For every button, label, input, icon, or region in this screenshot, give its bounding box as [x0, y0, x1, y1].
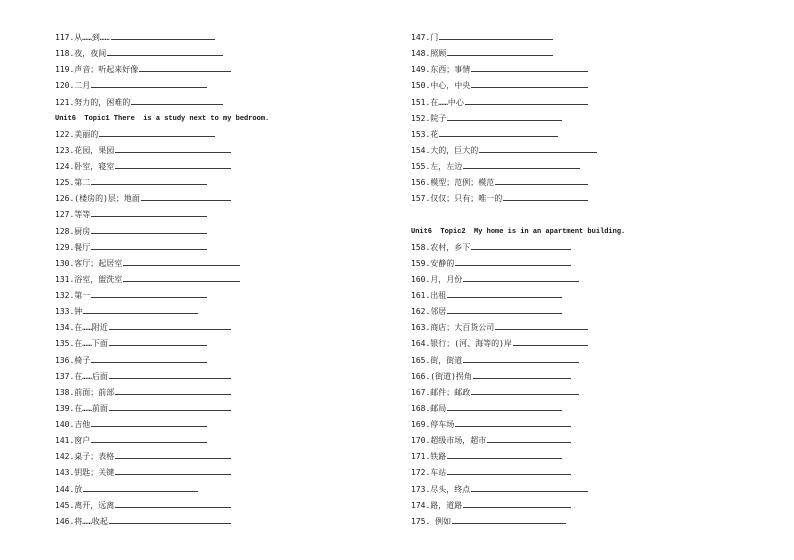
- answer-blank-line: [131, 104, 223, 105]
- answer-blank-line: [99, 136, 215, 137]
- vocab-term-label: 153.花: [411, 129, 439, 139]
- answer-blank-line: [83, 491, 198, 492]
- answer-blank-line: [447, 55, 553, 56]
- answer-blank-line: [109, 523, 231, 524]
- topic2-items: [411, 240, 625, 530]
- vocab-term-label: 151.在……中心: [411, 97, 464, 107]
- vocab-term-label: 166.(街道)拐角: [411, 371, 472, 381]
- answer-blank-line: [447, 474, 571, 475]
- vocab-term-label: 133.钟: [55, 307, 83, 317]
- vocab-item: [411, 417, 571, 433]
- vocab-term-label: 120.二月: [55, 81, 91, 91]
- answer-blank-line: [91, 362, 207, 363]
- answer-blank-line: [91, 249, 207, 250]
- answer-blank-line: [91, 233, 207, 234]
- answer-blank-line: [465, 104, 588, 105]
- answer-blank-line: [463, 281, 579, 282]
- vocab-term-label: 136.椅子: [55, 355, 91, 365]
- vocab-term-label: 141.窗户: [55, 436, 91, 446]
- vocab-term-label: 134.在……附近: [55, 323, 108, 333]
- vocab-item: [411, 78, 588, 94]
- vocab-item: [55, 46, 223, 62]
- vocab-term-label: 142.桌子；表格: [55, 452, 115, 462]
- answer-blank-line: [447, 120, 562, 121]
- vocab-item: [55, 369, 231, 385]
- vocab-item: [55, 482, 198, 498]
- answer-blank-line: [471, 249, 571, 250]
- vocab-item: [411, 514, 566, 530]
- answer-blank-line: [115, 152, 231, 153]
- answer-blank-line: [463, 362, 579, 363]
- vocab-item: [411, 498, 571, 514]
- vocab-term-label: 158.农村，乡下: [411, 242, 471, 252]
- vocab-item: [411, 143, 597, 159]
- vocab-term-label: 164.银行；(河、海等的)岸: [411, 339, 512, 349]
- answer-blank-line: [109, 345, 207, 346]
- vocab-term-label: 154.大的，巨大的: [411, 145, 479, 155]
- vocab-item: [55, 143, 231, 159]
- vocab-term-label: 149.东西；事情: [411, 65, 471, 75]
- answer-blank-line: [115, 168, 231, 169]
- vocab-item: [411, 369, 571, 385]
- vocab-term-label: 124.卧室，寝室: [55, 162, 115, 171]
- answer-blank-line: [455, 426, 571, 427]
- vocab-item: [55, 385, 231, 401]
- vocab-item: [55, 288, 207, 304]
- answer-blank-line: [83, 313, 198, 314]
- answer-blank-line: [471, 71, 588, 72]
- vocab-item: [55, 353, 207, 369]
- vocab-term-label: 150.中心，中央: [411, 81, 471, 91]
- vocab-item: [411, 385, 579, 401]
- vocab-term-label: 152.院子: [411, 113, 447, 123]
- vocab-term-label: 118.夜，夜间: [55, 49, 107, 59]
- answer-blank-line: [471, 394, 579, 395]
- vocab-term-label: 129.餐厅: [55, 242, 91, 252]
- right-column: [411, 30, 625, 530]
- vocab-term-label: 156.模型；范例；模范: [411, 178, 495, 188]
- vocab-term-label: 139.在……前面: [55, 403, 108, 413]
- vocab-term-label: 157.仅仅；只有；唯一的: [411, 194, 503, 204]
- vocab-term-label: 125.第二: [55, 178, 91, 188]
- vocab-item: [411, 336, 588, 352]
- vocab-term-label: 121.努力的，困难的: [55, 97, 131, 107]
- topic1-items: [55, 127, 269, 530]
- vocab-item: [55, 62, 231, 78]
- vocab-item: [55, 159, 231, 175]
- answer-blank-line: [109, 378, 231, 379]
- vocab-term-label: 130.客厅；起居室: [55, 258, 123, 268]
- vocab-term-label: 117.从……到……: [55, 33, 110, 42]
- vocab-term-label: 171.铁路: [411, 452, 447, 462]
- vocab-item: [411, 256, 571, 272]
- answer-blank-line: [115, 474, 231, 475]
- vocab-term-label: 143.钥匙；关键: [55, 468, 115, 478]
- answer-blank-line: [141, 200, 231, 201]
- answer-blank-line: [123, 265, 240, 266]
- answer-blank-line: [495, 329, 588, 330]
- vocab-term-label: 126.(楼房的)层；地面: [55, 194, 140, 204]
- vocab-term-label: 138.前面；前部: [55, 387, 115, 397]
- vocab-term-label: 155.左，左边: [411, 162, 463, 171]
- answer-blank-line: [91, 184, 207, 185]
- answer-blank-line: [109, 410, 231, 411]
- unit6-topic1-heading: Unit6 Topic1 There is a study next to my bedroom.: [55, 114, 270, 123]
- answer-blank-line: [115, 458, 231, 459]
- vocab-item: [55, 256, 240, 272]
- vocab-item: [55, 78, 207, 94]
- vocab-item: [55, 433, 207, 449]
- vocab-term-label: 168.邮局: [411, 403, 447, 413]
- vocab-item: [411, 449, 562, 465]
- answer-blank-line: [107, 55, 223, 56]
- answer-blank-line: [447, 410, 562, 411]
- vocab-term-label: 122.美丽的: [55, 129, 99, 139]
- vocab-term-label: 172.车站: [411, 468, 447, 478]
- vocab-item: [411, 401, 562, 417]
- answer-blank-line: [123, 281, 240, 282]
- vocab-term-label: 173.尽头，终点: [411, 484, 471, 494]
- vocab-item: [55, 272, 240, 288]
- vocab-item: [411, 272, 579, 288]
- vocab-item: [55, 304, 198, 320]
- vocab-item: [55, 30, 215, 46]
- vocab-item: [55, 95, 223, 111]
- vocab-item: [55, 224, 207, 240]
- answer-blank-line: [447, 313, 562, 314]
- topic1-items-continued: [411, 30, 625, 207]
- vocab-item: [411, 433, 571, 449]
- vocab-term-label: 167.邮件；邮政: [411, 387, 471, 397]
- vocab-term-label: 131.浴室，盥洗室: [55, 274, 123, 284]
- vocab-term-label: 169.停车场: [411, 420, 455, 429]
- answer-blank-line: [471, 491, 588, 492]
- vocab-item: [55, 336, 207, 352]
- vocab-item: [55, 240, 207, 256]
- answer-blank-line: [463, 507, 571, 508]
- vocab-item: [411, 304, 562, 320]
- vocab-term-label: 140.吉他: [55, 420, 91, 429]
- answer-blank-line: [91, 216, 207, 217]
- vocab-term-label: 137.在……后面: [55, 371, 108, 381]
- vocab-term-label: 135.在……下面: [55, 339, 108, 349]
- answer-blank-line: [447, 458, 562, 459]
- vocab-term-label: 127.等等: [55, 210, 91, 220]
- vocab-item: [411, 288, 562, 304]
- vocab-term-label: 159.安静的: [411, 258, 455, 268]
- vocab-term-label: 161.出租: [411, 291, 447, 300]
- vocab-term-label: 170.超级市场，超市: [411, 436, 487, 446]
- answer-blank-line: [109, 329, 231, 330]
- vocab-item: [411, 353, 579, 369]
- answer-blank-line: [91, 442, 207, 443]
- vocab-item: [411, 175, 588, 191]
- vocab-term-label: 123.花园，果园: [55, 145, 115, 155]
- vocab-item: [411, 62, 588, 78]
- vocab-item: [55, 175, 207, 191]
- vocab-item: [55, 498, 231, 514]
- answer-blank-line: [495, 184, 588, 185]
- vocab-term-label: 147.门: [411, 33, 439, 42]
- vocab-term-label: 132.第一: [55, 291, 91, 300]
- answer-blank-line: [115, 507, 231, 508]
- vocab-term-label: 165.街，街道: [411, 355, 463, 365]
- answer-blank-line: [463, 168, 580, 169]
- vocab-item: [411, 127, 558, 143]
- answer-blank-line: [139, 71, 231, 72]
- answer-blank-line: [452, 523, 566, 524]
- vocab-term-label: 146.将……收起: [55, 516, 108, 526]
- vocab-item: [411, 46, 553, 62]
- answer-blank-line: [513, 345, 588, 346]
- left-column: [55, 30, 269, 530]
- vocab-item: [411, 159, 580, 175]
- vocab-item: [411, 95, 588, 111]
- answer-blank-line: [439, 136, 558, 137]
- answer-blank-line: [91, 426, 207, 427]
- vocab-item: [55, 191, 231, 207]
- vocab-item: [411, 240, 571, 256]
- answer-blank-line: [503, 200, 588, 201]
- vocab-term-label: 144.放: [55, 484, 83, 494]
- answer-blank-line: [473, 378, 571, 379]
- vocab-term-label: 128.厨房: [55, 226, 91, 236]
- answer-blank-line: [471, 87, 588, 88]
- vocab-item: [55, 417, 207, 433]
- unit6-topic2-heading: Unit6 Topic2 My home is in an apartment building.: [411, 227, 626, 236]
- answer-blank-line: [115, 394, 231, 395]
- vocab-item: [411, 191, 588, 207]
- answer-blank-line: [455, 265, 571, 266]
- answer-blank-line: [479, 152, 597, 153]
- vocab-term-label: 148.照顾: [411, 49, 447, 59]
- vocab-item: [411, 111, 562, 127]
- answer-blank-line: [91, 87, 207, 88]
- vocab-item: [411, 320, 588, 336]
- answer-blank-line: [111, 39, 215, 40]
- vocab-term-label: 119.声音；听起来好像: [55, 65, 139, 75]
- vocab-term-label: 163.商店；大百货公司: [411, 323, 495, 333]
- vocab-item: [55, 401, 231, 417]
- vocab-item: [55, 449, 231, 465]
- vocab-item: [55, 320, 231, 336]
- answer-blank-line: [439, 39, 553, 40]
- vocab-term-label: 174.路，道路: [411, 500, 463, 510]
- vocab-term-label: 175. 例如: [411, 516, 452, 526]
- answer-blank-line: [487, 442, 571, 443]
- vocab-item: [55, 207, 207, 223]
- vocab-item: [55, 514, 231, 530]
- vocab-item: [411, 465, 571, 481]
- answer-blank-line: [91, 297, 207, 298]
- vocab-item: [55, 127, 215, 143]
- previous-topic-items: [55, 30, 269, 111]
- vocab-term-label: 162.邻居: [411, 307, 447, 317]
- vocab-item: [411, 482, 588, 498]
- vocab-item: [55, 465, 231, 481]
- answer-blank-line: [447, 297, 562, 298]
- vocab-term-label: 160.月，月份: [411, 274, 463, 284]
- vocab-item: [411, 30, 553, 46]
- vocab-term-label: 145.离开，远离: [55, 500, 115, 510]
